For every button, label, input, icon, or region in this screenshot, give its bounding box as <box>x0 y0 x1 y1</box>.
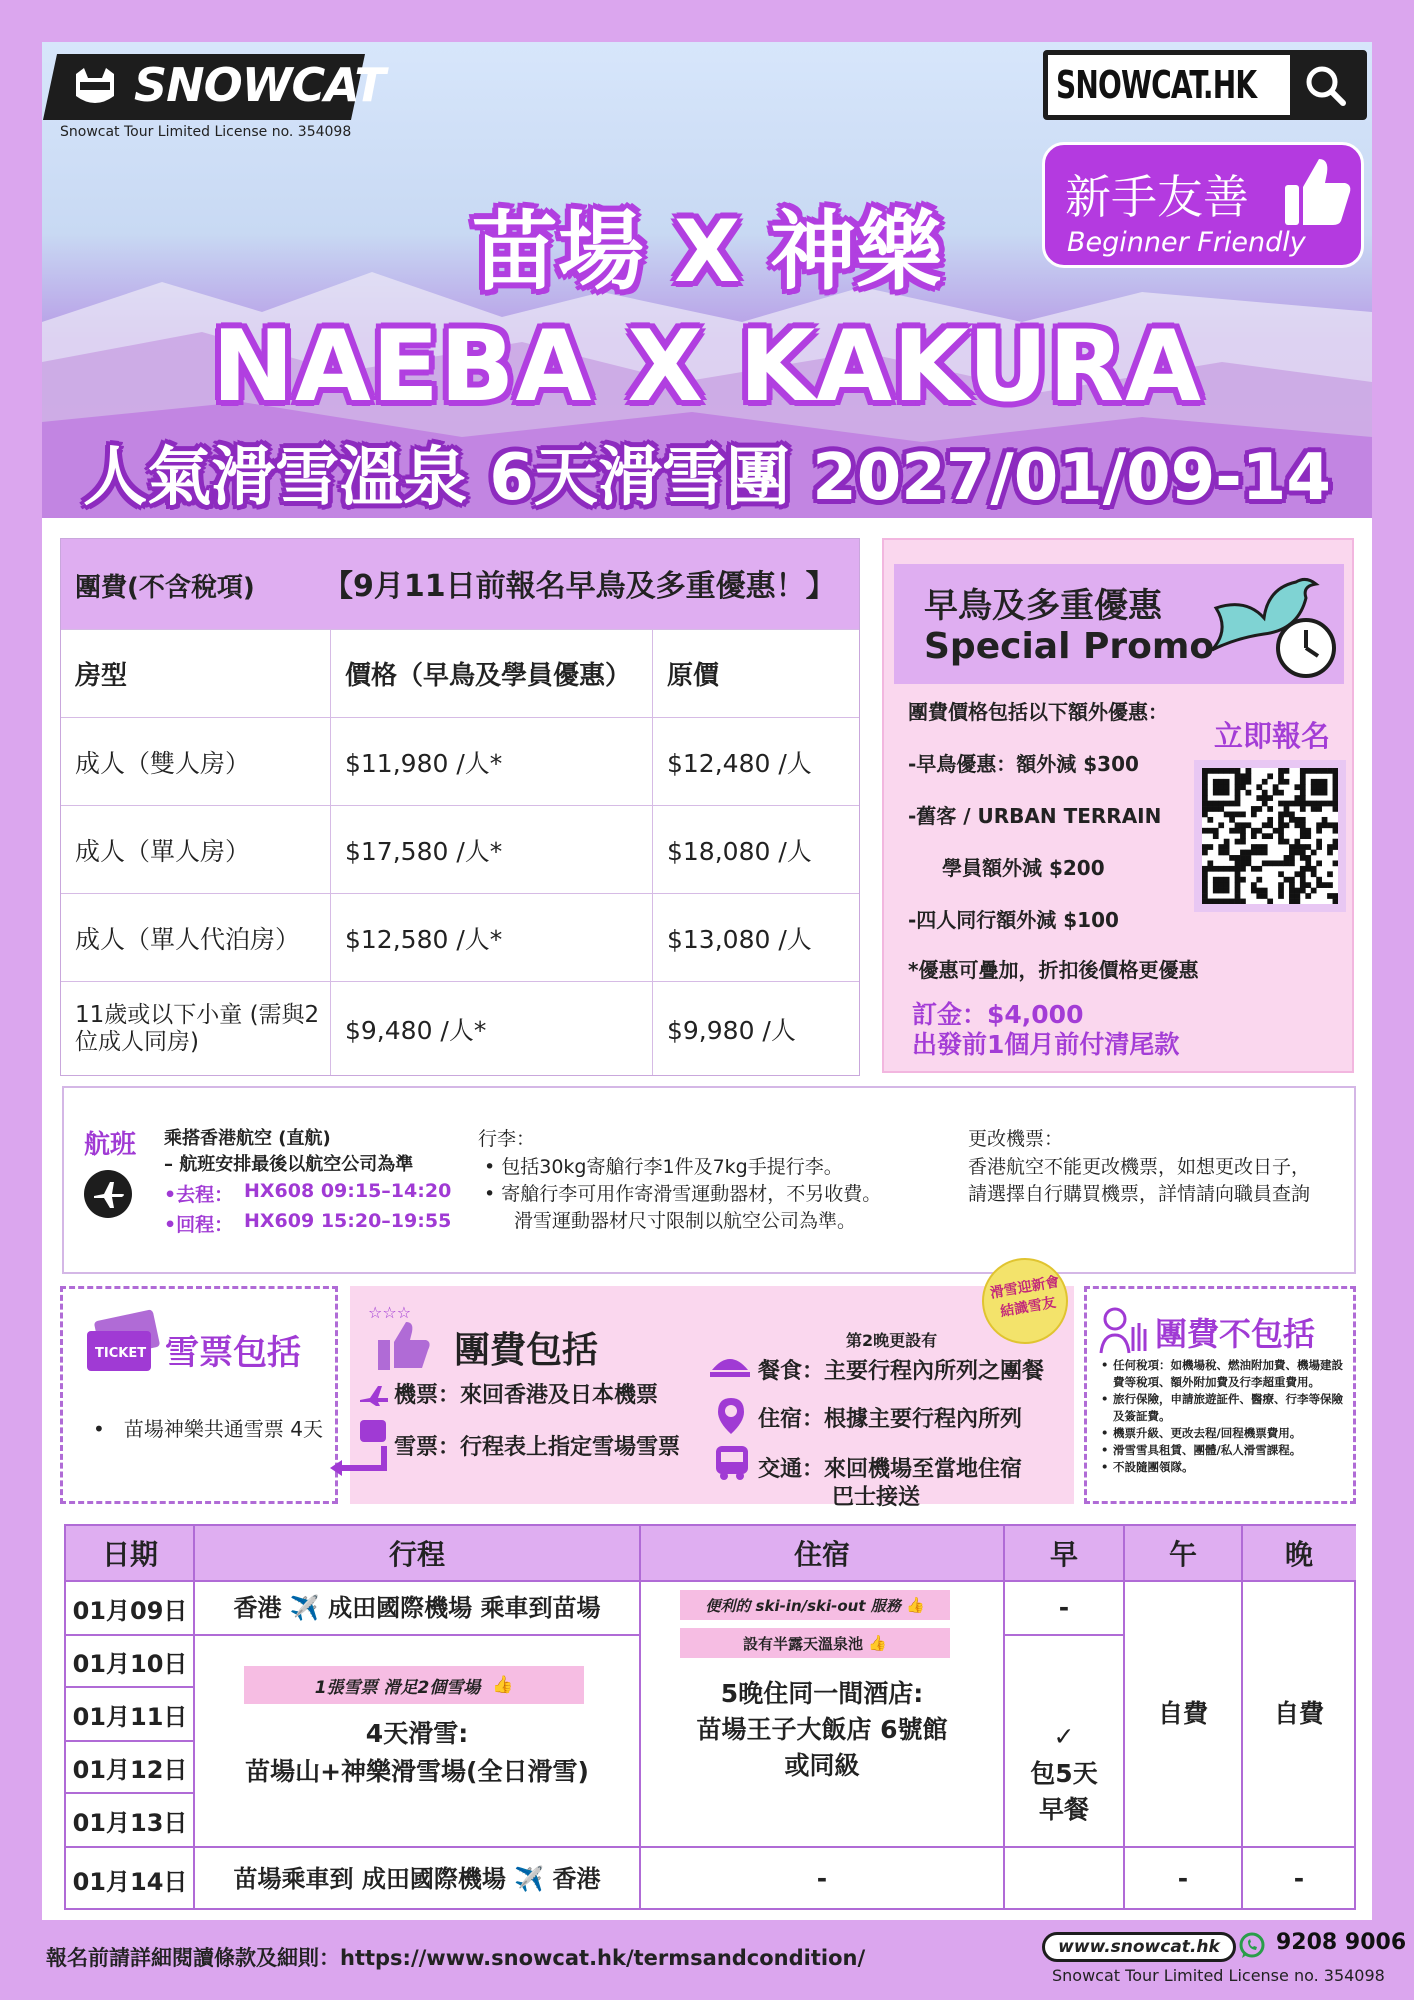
promo-header <box>894 564 1344 684</box>
ski-in-out-tag: 便利的 ski-in/ski-out 服務 👍 <box>680 1590 950 1620</box>
column-header: 行程 <box>194 1526 640 1580</box>
included-transport: 交通：來回機場至當地住宿 <box>758 1457 1023 1482</box>
column-header: 原價 <box>667 661 720 691</box>
ski-pass-box <box>60 1286 338 1504</box>
search-icon <box>1290 55 1362 115</box>
website-link[interactable]: www.snowcat.hk <box>1042 1932 1236 1962</box>
included-box <box>350 1273 1074 1510</box>
promo-intro: 團費價格包括以下額外優惠： <box>908 700 1168 724</box>
phone-number[interactable]: 9208 9006 <box>1276 1930 1407 1955</box>
flight-title: 航班 <box>84 1130 137 1160</box>
website-search-bar[interactable] <box>1043 50 1367 120</box>
included-title: 團費包括 <box>454 1330 599 1371</box>
whatsapp-icon <box>1238 1932 1266 1960</box>
last-day-hotel: - <box>816 1864 828 1893</box>
column-header: 早 <box>1004 1526 1124 1580</box>
return-label: •回程： <box>164 1214 234 1236</box>
luggage-title: 行李： <box>478 1128 536 1150</box>
included-flight: 機票：來回香港及日本機票 <box>394 1383 659 1408</box>
logo-text: SNOWCAT <box>134 58 385 112</box>
bird-clock-icon <box>1206 568 1338 680</box>
column-header: 住宿 <box>640 1526 1004 1580</box>
included-transport-2: 巴士接送 <box>832 1485 921 1510</box>
date: 01月10日 <box>72 1649 188 1678</box>
excluded-box <box>1084 1286 1356 1504</box>
lunch-self-pay: 自費 <box>1157 1699 1208 1728</box>
excluded-list <box>1101 1357 1349 1476</box>
meal-note: 第2晚更設有 <box>846 1331 938 1350</box>
license-footer: Snowcat Tour Limited License no. 354098 <box>1052 1966 1385 1985</box>
list-item: • 滑雪雪具租賃、團體/私人滑雪課程。 <box>1101 1442 1349 1459</box>
airplane-icon <box>84 1170 132 1218</box>
table-row <box>61 717 859 805</box>
promo-title-en: Special Promo <box>924 626 1215 667</box>
airline: 乘搭香港航空 (直航) <box>164 1128 331 1149</box>
luggage-item: 滑雪運動器材尺寸限制以航空公司為準。 <box>514 1210 857 1232</box>
room-type: 成人（單人房） <box>61 806 331 893</box>
luggage-item: • 包括30kg寄艙行李1件及7kg手提行李。 <box>484 1156 843 1178</box>
itinerary-table <box>64 1524 1356 1910</box>
hotel-line3: 或同級 <box>784 1751 860 1780</box>
ski-days-line1: 4天滑雪: <box>365 1719 469 1748</box>
promo-line: 學員額外減 $200 <box>942 856 1105 880</box>
price-table-columns <box>61 629 859 717</box>
room-type: 成人（單人代泊房） <box>61 894 331 981</box>
title-subtitle: 人氣滑雪溫泉 6天滑雪團 2027/01/09-14 <box>83 441 1331 515</box>
list-item: • 任何稅項：如機場稅、燃油附加費、機場建設費等稅項、額外附加費及行李超重費用。 <box>1101 1357 1349 1391</box>
register-now-link[interactable]: 立即報名 <box>1214 719 1331 753</box>
change-line: 香港航空不能更改機票，如想更改日子， <box>968 1156 1311 1178</box>
price-table-header <box>61 539 859 629</box>
promo-note: *優惠可疊加，折扣後價格更優惠 <box>908 958 1199 982</box>
included-meal: 餐食：主要行程內所列之團餐 <box>758 1359 1045 1384</box>
original-price: $12,480 /人 <box>667 748 812 778</box>
balance-note: 出發前1個月前付清尾款 <box>912 1030 1180 1059</box>
dinner-self-pay: 自費 <box>1273 1699 1324 1728</box>
hotel-line2: 苗場王子大飯店 6號館 <box>696 1715 948 1744</box>
bus-icon <box>714 1444 750 1482</box>
date: 01月09日 <box>72 1596 188 1625</box>
date: 01月12日 <box>72 1755 188 1784</box>
promo-price: $9,480 /人* <box>331 982 653 1075</box>
ticket-label: TICKET <box>95 1346 147 1361</box>
hero-banner <box>42 42 1372 520</box>
list-item: • 旅行保險，申請旅遊証件、醫療、行李等保險及簽証費。 <box>1101 1391 1349 1425</box>
original-price: $9,980 /人 <box>667 1015 796 1045</box>
deposit-amount: 訂金：$4,000 <box>912 1000 1084 1029</box>
column-header: 晚 <box>1242 1526 1356 1580</box>
divider <box>1004 1634 1124 1636</box>
list-item: • 不設隨團領隊。 <box>1101 1459 1349 1476</box>
day1-breakfast: - <box>1058 1593 1070 1622</box>
thumbs-up-stars-icon <box>364 1302 438 1374</box>
date: 01月13日 <box>72 1808 188 1837</box>
day1-route: 香港 ✈️ 成田國際機場 乘車到苗場 <box>233 1594 601 1622</box>
breakfast-check: ✓ <box>1053 1722 1075 1751</box>
title-english: NAEBA X KAKURA <box>211 310 1203 424</box>
thumbs-up-icon: 👍 <box>906 1596 925 1614</box>
date: 01月14日 <box>72 1867 188 1896</box>
deposit-info <box>912 1000 1179 1060</box>
flight-info-box <box>62 1086 1356 1274</box>
food-icon <box>710 1348 750 1382</box>
change-line: 請選擇自行購買機票，詳情請向職員查詢 <box>968 1183 1311 1205</box>
last-day-lunch: - <box>1177 1864 1189 1893</box>
price-head-left: 團費(不含稅項) <box>75 573 255 603</box>
ski-tag: 1張雪票 滑足2個雪場 👍 <box>244 1666 584 1704</box>
thumbs-up-icon: 👍 <box>868 1634 887 1652</box>
day6-route: 苗場乘車到 成田國際機場 ✈️ 香港 <box>233 1865 601 1893</box>
promo-line: -四人同行額外減 $100 <box>908 908 1119 932</box>
thumbs-up-icon: 👍 <box>492 1675 514 1695</box>
beginner-en: Beginner Friendly <box>1067 227 1306 258</box>
included-ski: 雪票：行程表上指定雪場雪票 <box>394 1435 681 1460</box>
promo-price: $17,580 /人* <box>331 806 653 893</box>
breakfast-line2: 早餐 <box>1038 1795 1089 1824</box>
beginner-zh: 新手友善 <box>1065 170 1249 224</box>
room-type: 成人（雙人房） <box>61 718 331 805</box>
included-hotel: 住宿：根據主要行程內所列 <box>758 1407 1023 1432</box>
hotel-line1: 5晚住同一間酒店: <box>720 1679 924 1708</box>
qr-code-icon <box>1202 768 1338 904</box>
cat-logo-icon <box>72 66 118 110</box>
svg-text:☆☆☆: ☆☆☆ <box>368 1303 412 1322</box>
airplane-icon <box>358 1382 392 1408</box>
ski-days-line2: 苗場山+神樂滑雪場(全日滑雪) <box>245 1757 589 1786</box>
promo-line: -舊客 / URBAN TERRAIN <box>908 804 1162 828</box>
terms-link[interactable]: 報名前請詳細閱讀條款及細則：https://www.snowcat.hk/termsandcondition/ <box>46 1946 866 1970</box>
return-flight: HX609 15:20–19:55 <box>244 1210 452 1232</box>
title-chinese: 苗場 X 神樂 <box>471 202 943 302</box>
license-text: Snowcat Tour Limited License no. 354098 <box>60 124 352 140</box>
promo-price: $12,580 /人* <box>331 894 653 981</box>
breakfast-line1: 包5天 <box>1030 1759 1098 1788</box>
column-header: 價格（早鳥及學員優惠） <box>331 630 653 717</box>
outbound-flight: HX608 09:15–14:20 <box>244 1180 452 1202</box>
promo-price: $11,980 /人* <box>331 718 653 805</box>
original-price: $18,080 /人 <box>667 836 812 866</box>
location-icon <box>716 1396 746 1436</box>
search-button[interactable] <box>1290 55 1362 115</box>
badge-text: 滑雪迎新會結識雪友 <box>988 1273 1061 1321</box>
ski-pass-title: 雪票包括 <box>165 1333 301 1373</box>
column-header: 房型 <box>61 630 331 717</box>
outbound-label: •去程： <box>164 1184 234 1206</box>
column-header: 午 <box>1124 1526 1242 1580</box>
ticket-icon <box>83 1309 163 1379</box>
special-promo-box <box>882 538 1354 1073</box>
change-title: 更改機票： <box>968 1128 1064 1150</box>
no-hand-icon <box>1099 1305 1149 1357</box>
last-day-dinner: - <box>1293 1864 1305 1893</box>
original-price: $13,080 /人 <box>667 924 812 954</box>
date: 01月11日 <box>72 1702 188 1731</box>
qr-code[interactable] <box>1194 760 1346 912</box>
price-table <box>60 538 860 1076</box>
promo-title-zh: 早鳥及多重優惠 <box>924 586 1162 626</box>
flight-note: – 航班安排最後以航空公司為準 <box>164 1154 414 1175</box>
column-header: 日期 <box>66 1526 194 1580</box>
excluded-title: 團費不包括 <box>1155 1315 1316 1353</box>
table-row <box>61 981 859 1075</box>
table-row <box>61 805 859 893</box>
onsen-tag: 設有半露天溫泉池 👍 <box>680 1628 950 1658</box>
luggage-item: • 寄艙行李可用作寄滑雪運動器材，不另收費。 <box>484 1183 882 1205</box>
list-item: • 機票升級、更改去程/回程機票費用。 <box>1101 1425 1349 1442</box>
promo-line: -早鳥優惠：額外減 $300 <box>908 752 1139 776</box>
search-text: SNOWCAT.HK <box>1056 63 1257 107</box>
ski-pass-item: • 苗場神樂共通雪票 4天 <box>93 1417 323 1441</box>
ski-lift-icon <box>328 1416 398 1482</box>
table-row <box>61 893 859 981</box>
price-head-right: 【9月11日前報名早鳥及多重優惠！】 <box>323 569 836 604</box>
room-type: 11歲或以下小童 (需與2位成人同房) <box>61 982 331 1075</box>
